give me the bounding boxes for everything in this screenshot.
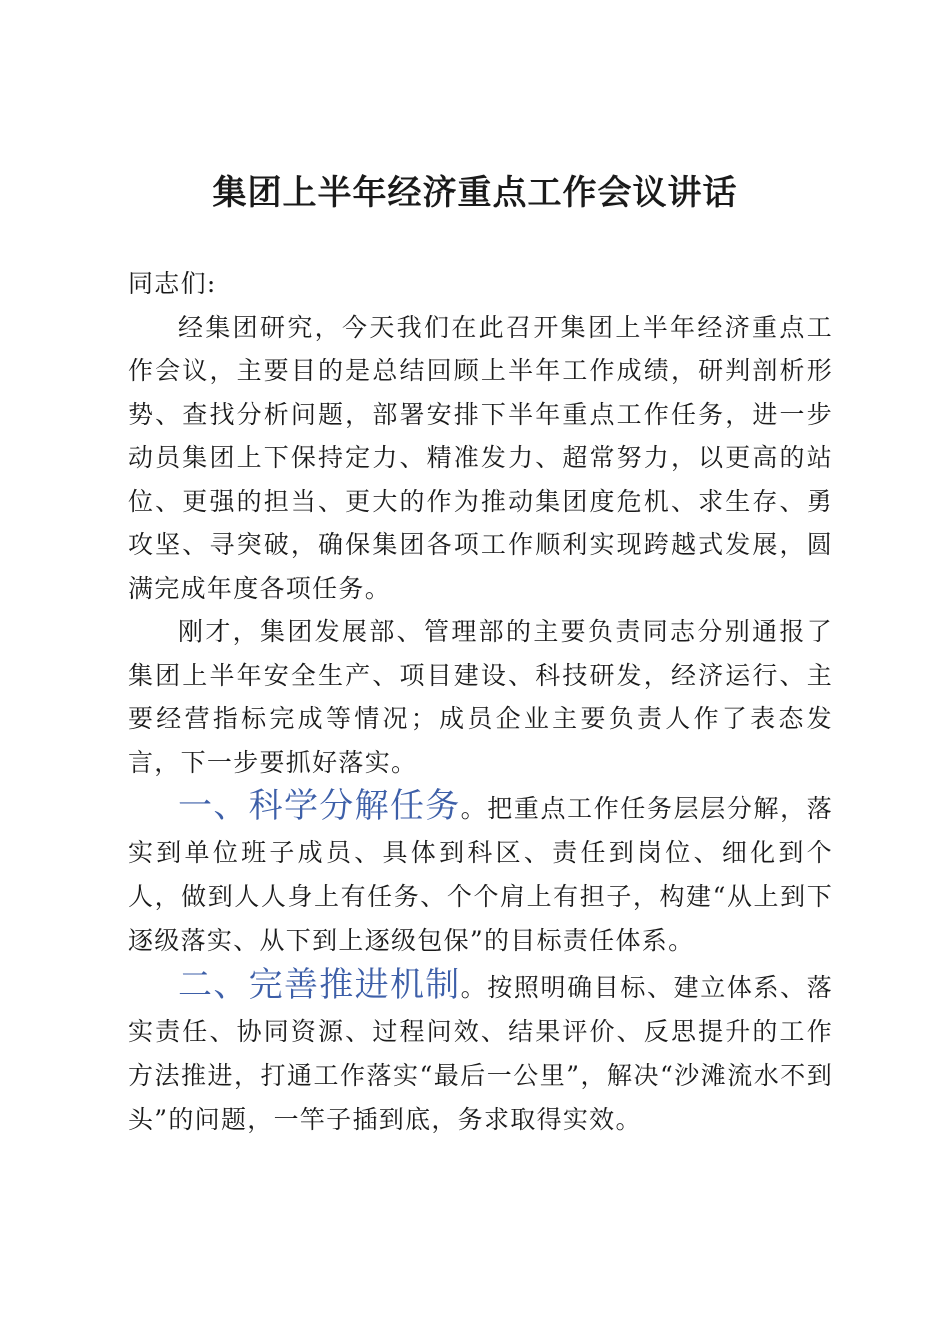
section-text: 。按照明确目标、建立体系、落实责任、协同资源、过程问效、结果评价、反思提升的工作方法推进，打通工作落实“最后一公里”，解决“沙滩流水不到头”的问题，一竿子插到底，务求取得实效。 bbox=[128, 973, 834, 1134]
section-heading: 二、完善推进机制 bbox=[178, 965, 461, 1005]
section-paragraph bbox=[128, 963, 833, 1142]
body-paragraph: 刚才，集团发展部、管理部的主要负责同志分别通报了集团上半年安全生产、项目建设、科技研发，经济运行、主要经营指标完成等情况；成员企业主要负责人作了表态发言，下一步要抓好落实。 bbox=[128, 617, 833, 777]
section-text: 。把重点工作任务层层分解，落实到单位班子成员、具体到科区、责任到岗位、细化到个人，做到人人身上有任务、个个肩上有担子，构建“从上到下逐级落实、从下到上逐级包保”的目标责任体系。 bbox=[128, 794, 834, 955]
section-paragraph bbox=[128, 784, 833, 963]
section-heading: 一、科学分解任务 bbox=[178, 786, 461, 826]
salutation: 同志们: bbox=[128, 269, 217, 298]
document-title: 集团上半年经济重点工作会议讲话 bbox=[212, 173, 738, 213]
body-paragraph: 经集团研究，今天我们在此召开集团上半年经济重点工作会议，主要目的是总结回顾上半年工作成绩，研判剖析形势、查找分析问题，部署安排下半年重点工作任务，进一步动员集团上下保持定力、精准发力、超常努力，以更高的站位、更强的担当、更大的作为推动集团度危机、求生存、勇攻坚、寻突破，确保集团各项工作顺利实现跨越式发展，圆满完成年度各项任务。 bbox=[128, 312, 833, 603]
document-body bbox=[128, 262, 833, 1142]
